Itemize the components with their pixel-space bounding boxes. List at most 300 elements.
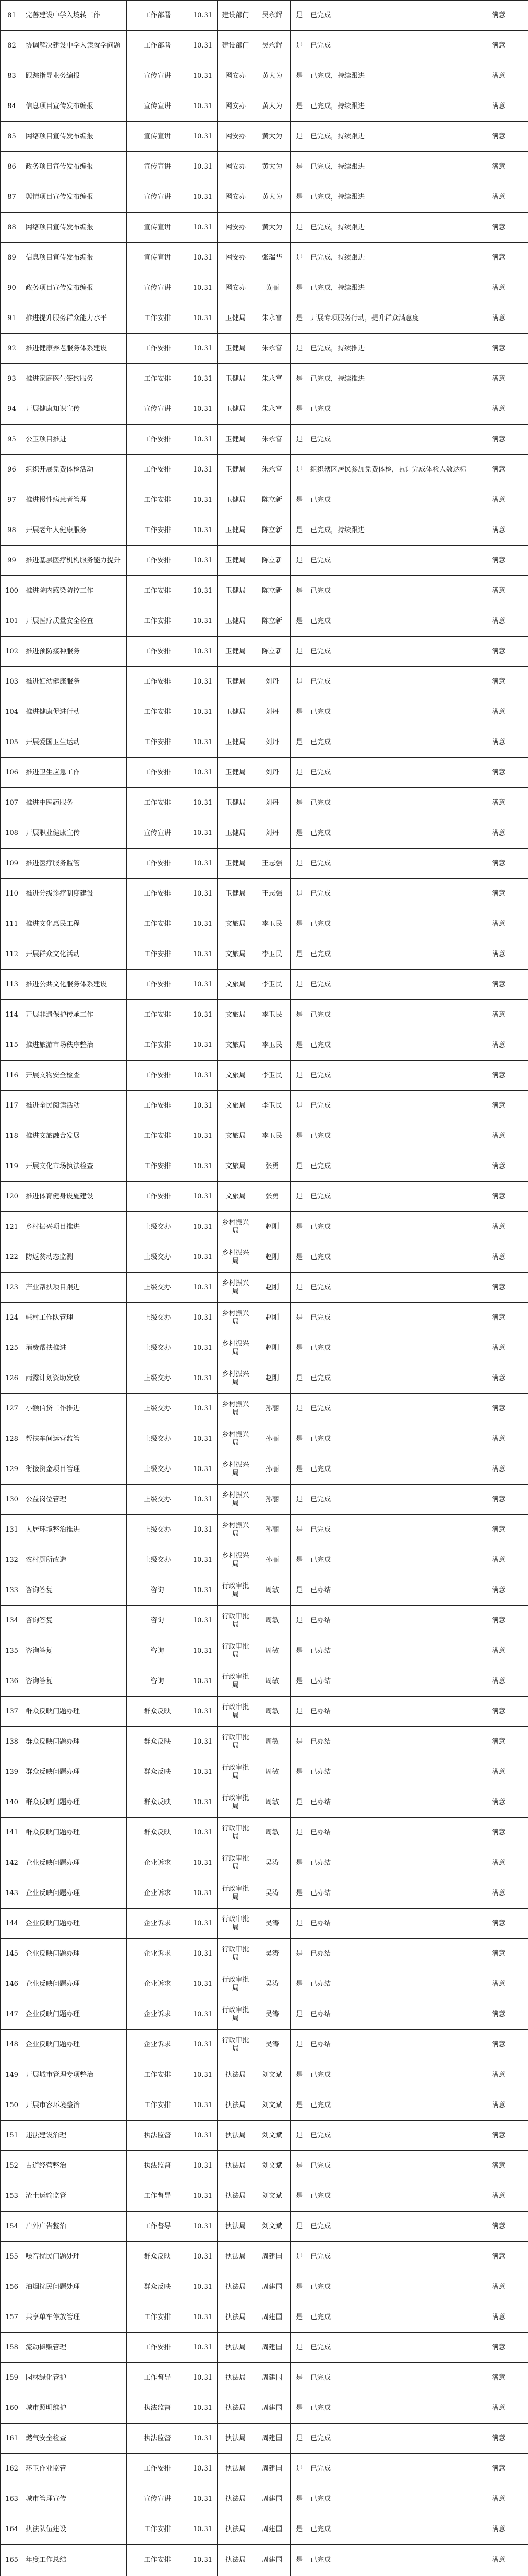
deadline: 10.31 — [188, 425, 218, 455]
satisfaction-rating: 满意 — [469, 1939, 528, 1969]
table-row — [1, 91, 528, 122]
responsible-person: 李卫民 — [254, 909, 291, 939]
completion-status: 是 — [291, 1848, 308, 1878]
task-item: 开展群众文化活动 — [23, 939, 127, 970]
completion-status: 是 — [291, 576, 308, 606]
table-row — [1, 334, 528, 364]
satisfaction-rating: 满意 — [469, 727, 528, 758]
deadline: 10.31 — [188, 485, 218, 515]
progress-note: 已完成 — [308, 2060, 469, 2090]
row-number: 123 — [1, 1273, 23, 1303]
deadline: 10.31 — [188, 1697, 218, 1727]
completion-status: 是 — [291, 2212, 308, 2242]
task-item: 园林绿化管护 — [23, 2363, 127, 2393]
responsible-person: 周敏 — [254, 1697, 291, 1727]
completion-status: 是 — [291, 2030, 308, 2060]
department: 卫健局 — [218, 667, 254, 697]
task-item: 群众反映问题办理 — [23, 1697, 127, 1727]
completion-status: 是 — [291, 1303, 308, 1333]
task-item: 企业反映问题办理 — [23, 1909, 127, 1939]
progress-note: 已完成 — [308, 2454, 469, 2484]
progress-note: 已完成 — [308, 1, 469, 31]
completion-status: 是 — [291, 1878, 308, 1909]
completion-status: 是 — [291, 1151, 308, 1182]
task-type: 执法监督 — [127, 2151, 188, 2181]
deadline: 10.31 — [188, 849, 218, 879]
satisfaction-rating: 满意 — [469, 2363, 528, 2393]
responsible-person: 周敏 — [254, 1636, 291, 1666]
deadline: 10.31 — [188, 1757, 218, 1787]
responsible-person: 刘文斌 — [254, 2151, 291, 2181]
completion-status: 是 — [291, 1394, 308, 1424]
responsible-person: 赵刚 — [254, 1333, 291, 1363]
deadline: 10.31 — [188, 606, 218, 637]
responsible-person: 赵刚 — [254, 1212, 291, 1242]
responsible-person: 刘文斌 — [254, 2121, 291, 2151]
department: 网安办 — [218, 273, 254, 303]
task-item: 企业反映问题办理 — [23, 2030, 127, 2060]
task-type: 工作督导 — [127, 2212, 188, 2242]
responsible-person: 刘文斌 — [254, 2181, 291, 2212]
deadline: 10.31 — [188, 394, 218, 425]
task-item: 推进旅游市场秩序整治 — [23, 1030, 127, 1061]
deadline: 10.31 — [188, 455, 218, 485]
table-row — [1, 1151, 528, 1182]
row-number: 81 — [1, 1, 23, 31]
row-number: 83 — [1, 61, 23, 91]
progress-note: 已完成 — [308, 2302, 469, 2333]
task-item: 产业帮扶项目跟进 — [23, 1273, 127, 1303]
task-item: 公卫项目推进 — [23, 425, 127, 455]
department: 执法局 — [218, 2302, 254, 2333]
table-row — [1, 1485, 528, 1515]
progress-note: 已完成 — [308, 2151, 469, 2181]
responsible-person: 黄大为 — [254, 91, 291, 122]
responsible-person: 周建国 — [254, 2545, 291, 2576]
deadline: 10.31 — [188, 1363, 218, 1394]
table-row — [1, 546, 528, 576]
completion-status: 是 — [291, 2242, 308, 2272]
satisfaction-rating: 满意 — [469, 1030, 528, 1061]
department: 乡村振兴局 — [218, 1303, 254, 1333]
completion-status: 是 — [291, 394, 308, 425]
department: 行政审批局 — [218, 1575, 254, 1606]
department: 执法局 — [218, 2393, 254, 2424]
table-row — [1, 1636, 528, 1666]
satisfaction-rating: 满意 — [469, 2060, 528, 2090]
task-item: 开展爱国卫生运动 — [23, 727, 127, 758]
row-number: 116 — [1, 1061, 23, 1091]
completion-status: 是 — [291, 303, 308, 334]
deadline: 10.31 — [188, 1394, 218, 1424]
deadline: 10.31 — [188, 818, 218, 849]
row-number: 117 — [1, 1091, 23, 1121]
satisfaction-rating: 满意 — [469, 1909, 528, 1939]
satisfaction-rating: 满意 — [469, 1273, 528, 1303]
progress-note: 已完成 — [308, 697, 469, 727]
task-type: 上级交办 — [127, 1394, 188, 1424]
task-type: 宣传宣讲 — [127, 818, 188, 849]
completion-status: 是 — [291, 1273, 308, 1303]
department: 文旅局 — [218, 939, 254, 970]
department: 文旅局 — [218, 970, 254, 1000]
responsible-person: 李卫民 — [254, 970, 291, 1000]
task-item: 推进文化惠民工程 — [23, 909, 127, 939]
task-item: 舆情项目宣传发布编报 — [23, 182, 127, 213]
task-type: 工作安排 — [127, 2514, 188, 2545]
department: 文旅局 — [218, 1151, 254, 1182]
satisfaction-rating: 满意 — [469, 485, 528, 515]
task-item: 企业反映问题办理 — [23, 1878, 127, 1909]
task-type: 执法监督 — [127, 2424, 188, 2454]
completion-status: 是 — [291, 939, 308, 970]
progress-note: 已完成，持续跟进 — [308, 122, 469, 152]
progress-note: 已完成 — [308, 1303, 469, 1333]
task-type: 工作安排 — [127, 1091, 188, 1121]
completion-status: 是 — [291, 849, 308, 879]
row-number: 82 — [1, 31, 23, 61]
task-type: 执法监督 — [127, 2121, 188, 2151]
deadline: 10.31 — [188, 2393, 218, 2424]
task-type: 工作安排 — [127, 2545, 188, 2576]
satisfaction-rating: 满意 — [469, 1363, 528, 1394]
progress-note: 已完成 — [308, 485, 469, 515]
row-number: 126 — [1, 1363, 23, 1394]
row-number: 108 — [1, 818, 23, 849]
task-type: 宣传宣讲 — [127, 122, 188, 152]
department: 执法局 — [218, 2151, 254, 2181]
department: 行政审批局 — [218, 1818, 254, 1848]
department: 网安办 — [218, 243, 254, 273]
deadline: 10.31 — [188, 1242, 218, 1273]
row-number: 161 — [1, 2424, 23, 2454]
task-item: 户外广告整治 — [23, 2212, 127, 2242]
row-number: 160 — [1, 2393, 23, 2424]
progress-note: 已办结 — [308, 1727, 469, 1757]
satisfaction-rating: 满意 — [469, 1303, 528, 1333]
completion-status: 是 — [291, 1363, 308, 1394]
progress-note: 已完成 — [308, 2121, 469, 2151]
satisfaction-rating: 满意 — [469, 515, 528, 546]
deadline: 10.31 — [188, 152, 218, 182]
table-row — [1, 697, 528, 727]
task-type: 工作安排 — [127, 2333, 188, 2363]
table-row — [1, 1212, 528, 1242]
progress-note: 已完成 — [308, 1424, 469, 1454]
row-number: 135 — [1, 1636, 23, 1666]
table-row — [1, 1363, 528, 1394]
responsible-person: 赵刚 — [254, 1363, 291, 1394]
row-number: 129 — [1, 1454, 23, 1485]
progress-note: 已完成 — [308, 939, 469, 970]
row-number: 119 — [1, 1151, 23, 1182]
task-item: 推进提升服务群众能力水平 — [23, 303, 127, 334]
progress-note: 已办结 — [308, 1666, 469, 1697]
responsible-person: 孙丽 — [254, 1485, 291, 1515]
department: 执法局 — [218, 2090, 254, 2121]
deadline: 10.31 — [188, 1848, 218, 1878]
row-number: 143 — [1, 1878, 23, 1909]
row-number: 109 — [1, 849, 23, 879]
table-row — [1, 2333, 528, 2363]
table-row — [1, 2393, 528, 2424]
deadline: 10.31 — [188, 1636, 218, 1666]
responsible-person: 陈立新 — [254, 515, 291, 546]
table-row — [1, 2242, 528, 2272]
row-number: 95 — [1, 425, 23, 455]
satisfaction-rating: 满意 — [469, 2424, 528, 2454]
satisfaction-rating: 满意 — [469, 576, 528, 606]
table-row — [1, 2484, 528, 2514]
responsible-person: 周敏 — [254, 1757, 291, 1787]
responsible-person: 李卫民 — [254, 1061, 291, 1091]
table-row — [1, 1818, 528, 1848]
deadline: 10.31 — [188, 2514, 218, 2545]
deadline: 10.31 — [188, 1787, 218, 1818]
completion-status: 是 — [291, 1121, 308, 1151]
task-item: 乡村振兴项目推进 — [23, 1212, 127, 1242]
satisfaction-rating: 满意 — [469, 1000, 528, 1030]
responsible-person: 周建国 — [254, 2454, 291, 2484]
table-row — [1, 1757, 528, 1787]
satisfaction-rating: 满意 — [469, 182, 528, 213]
task-type: 群众反映 — [127, 1787, 188, 1818]
row-number: 110 — [1, 879, 23, 909]
task-item: 开展文化市场执法检查 — [23, 1151, 127, 1182]
task-item: 信息项目宣传发布编报 — [23, 91, 127, 122]
satisfaction-rating: 满意 — [469, 2302, 528, 2333]
progress-note: 已完成，持续推进 — [308, 364, 469, 394]
responsible-person: 吴永辉 — [254, 1, 291, 31]
deadline: 10.31 — [188, 2424, 218, 2454]
department: 卫健局 — [218, 606, 254, 637]
progress-note: 已完成 — [308, 1485, 469, 1515]
department: 卫健局 — [218, 546, 254, 576]
task-type: 工作安排 — [127, 909, 188, 939]
progress-note: 已完成 — [308, 1545, 469, 1575]
table-row — [1, 2424, 528, 2454]
deadline: 10.31 — [188, 1939, 218, 1969]
task-item: 协调解决建设中学入读就学问题 — [23, 31, 127, 61]
responsible-person: 刘丹 — [254, 788, 291, 818]
department: 文旅局 — [218, 1061, 254, 1091]
row-number: 107 — [1, 788, 23, 818]
department: 卫健局 — [218, 576, 254, 606]
department: 文旅局 — [218, 1000, 254, 1030]
responsible-person: 李卫民 — [254, 1030, 291, 1061]
department: 行政审批局 — [218, 1787, 254, 1818]
progress-note: 已完成 — [308, 2393, 469, 2424]
department: 行政审批局 — [218, 1697, 254, 1727]
row-number: 96 — [1, 455, 23, 485]
row-number: 103 — [1, 667, 23, 697]
task-item: 推进体育健身设施建设 — [23, 1182, 127, 1212]
progress-note: 已完成 — [308, 1454, 469, 1485]
task-type: 工作安排 — [127, 939, 188, 970]
satisfaction-rating: 满意 — [469, 1545, 528, 1575]
progress-note: 已完成 — [308, 727, 469, 758]
task-type: 工作安排 — [127, 515, 188, 546]
row-number: 136 — [1, 1666, 23, 1697]
progress-note: 已完成 — [308, 818, 469, 849]
table-row — [1, 970, 528, 1000]
responsible-person: 陈立新 — [254, 576, 291, 606]
row-number: 89 — [1, 243, 23, 273]
responsible-person: 朱永富 — [254, 364, 291, 394]
progress-note: 已办结 — [308, 1757, 469, 1787]
task-type: 工作安排 — [127, 1030, 188, 1061]
task-item: 雨露计划资助发放 — [23, 1363, 127, 1394]
satisfaction-rating: 满意 — [469, 152, 528, 182]
satisfaction-rating: 满意 — [469, 1424, 528, 1454]
row-number: 85 — [1, 122, 23, 152]
completion-status: 是 — [291, 1575, 308, 1606]
satisfaction-rating: 满意 — [469, 849, 528, 879]
progress-note: 已办结 — [308, 1909, 469, 1939]
task-type: 工作督导 — [127, 2181, 188, 2212]
table-row — [1, 182, 528, 213]
table-row — [1, 2181, 528, 2212]
satisfaction-rating: 满意 — [469, 455, 528, 485]
department: 卫健局 — [218, 303, 254, 334]
completion-status: 是 — [291, 2514, 308, 2545]
table-row — [1, 1333, 528, 1363]
row-number: 144 — [1, 1909, 23, 1939]
satisfaction-rating: 满意 — [469, 1485, 528, 1515]
task-type: 咨询 — [127, 1636, 188, 1666]
task-item: 推进院内感染防控工作 — [23, 576, 127, 606]
completion-status: 是 — [291, 546, 308, 576]
progress-note: 已办结 — [308, 1848, 469, 1878]
completion-status: 是 — [291, 455, 308, 485]
task-item: 推进中医药服务 — [23, 788, 127, 818]
task-type: 工作安排 — [127, 2454, 188, 2484]
department: 建设部门 — [218, 31, 254, 61]
deadline: 10.31 — [188, 1515, 218, 1545]
task-item: 城市照明维护 — [23, 2393, 127, 2424]
department: 文旅局 — [218, 1182, 254, 1212]
department: 乡村振兴局 — [218, 1363, 254, 1394]
department: 卫健局 — [218, 849, 254, 879]
table-row — [1, 1394, 528, 1424]
satisfaction-rating: 满意 — [469, 2393, 528, 2424]
task-item: 群众反映问题办理 — [23, 1818, 127, 1848]
table-row — [1, 818, 528, 849]
row-number: 133 — [1, 1575, 23, 1606]
row-number: 93 — [1, 364, 23, 394]
task-type: 工作安排 — [127, 1151, 188, 1182]
task-item: 噪音扰民问题处理 — [23, 2242, 127, 2272]
deadline: 10.31 — [188, 2090, 218, 2121]
progress-note: 已完成，持续跟进 — [308, 243, 469, 273]
progress-note: 已完成 — [308, 788, 469, 818]
task-item: 企业反映问题办理 — [23, 1939, 127, 1969]
row-number: 148 — [1, 2030, 23, 2060]
table-row — [1, 1787, 528, 1818]
department: 执法局 — [218, 2272, 254, 2302]
deadline: 10.31 — [188, 1454, 218, 1485]
responsible-person: 黄大为 — [254, 182, 291, 213]
progress-note: 已完成 — [308, 758, 469, 788]
progress-note: 已完成 — [308, 1273, 469, 1303]
task-item: 流动摊贩管理 — [23, 2333, 127, 2363]
row-number: 94 — [1, 394, 23, 425]
completion-status: 是 — [291, 1939, 308, 1969]
table-row — [1, 788, 528, 818]
completion-status: 是 — [291, 1969, 308, 1999]
progress-note: 已完成，持续跟进 — [308, 91, 469, 122]
table-row — [1, 1939, 528, 1969]
responsible-person: 刘文斌 — [254, 2090, 291, 2121]
responsible-person: 陈立新 — [254, 637, 291, 667]
satisfaction-rating: 满意 — [469, 2151, 528, 2181]
completion-status: 是 — [291, 31, 308, 61]
department: 乡村振兴局 — [218, 1394, 254, 1424]
satisfaction-rating: 满意 — [469, 1727, 528, 1757]
task-type: 工作部署 — [127, 1, 188, 31]
responsible-person: 吴涛 — [254, 1909, 291, 1939]
task-type: 群众反映 — [127, 2272, 188, 2302]
completion-status: 是 — [291, 818, 308, 849]
table-row — [1, 1454, 528, 1485]
satisfaction-rating: 满意 — [469, 909, 528, 939]
completion-status: 是 — [291, 1061, 308, 1091]
task-type: 上级交办 — [127, 1303, 188, 1333]
row-number: 130 — [1, 1485, 23, 1515]
department: 卫健局 — [218, 334, 254, 364]
row-number: 134 — [1, 1606, 23, 1636]
task-type: 工作安排 — [127, 697, 188, 727]
satisfaction-rating: 满意 — [469, 1636, 528, 1666]
completion-status: 是 — [291, 61, 308, 91]
responsible-person: 李卫民 — [254, 1121, 291, 1151]
responsible-person: 朱永富 — [254, 455, 291, 485]
task-item: 推进卫生应急工作 — [23, 758, 127, 788]
progress-note: 已完成 — [308, 1333, 469, 1363]
task-type: 宣传宣讲 — [127, 394, 188, 425]
satisfaction-rating: 满意 — [469, 2090, 528, 2121]
completion-status: 是 — [291, 1182, 308, 1212]
responsible-person: 吴涛 — [254, 1848, 291, 1878]
deadline: 10.31 — [188, 61, 218, 91]
completion-status: 是 — [291, 1999, 308, 2030]
row-number: 99 — [1, 546, 23, 576]
completion-status: 是 — [291, 2272, 308, 2302]
table-row — [1, 152, 528, 182]
progress-note: 已办结 — [308, 1575, 469, 1606]
task-item: 群众反映问题办理 — [23, 1787, 127, 1818]
row-number: 153 — [1, 2181, 23, 2212]
satisfaction-rating: 满意 — [469, 213, 528, 243]
department: 执法局 — [218, 2181, 254, 2212]
completion-status: 是 — [291, 637, 308, 667]
deadline: 10.31 — [188, 1121, 218, 1151]
row-number: 131 — [1, 1515, 23, 1545]
task-type: 工作安排 — [127, 970, 188, 1000]
table-row — [1, 2454, 528, 2484]
responsible-person: 朱永富 — [254, 334, 291, 364]
task-type: 上级交办 — [127, 1454, 188, 1485]
completion-status: 是 — [291, 2454, 308, 2484]
row-number: 115 — [1, 1030, 23, 1061]
completion-status: 是 — [291, 2121, 308, 2151]
deadline: 10.31 — [188, 1969, 218, 1999]
responsible-person: 周敏 — [254, 1606, 291, 1636]
task-item: 开展文物安全检查 — [23, 1061, 127, 1091]
task-item: 推进健康养老服务体系建设 — [23, 334, 127, 364]
progress-note: 已完成 — [308, 637, 469, 667]
progress-note: 已完成 — [308, 849, 469, 879]
